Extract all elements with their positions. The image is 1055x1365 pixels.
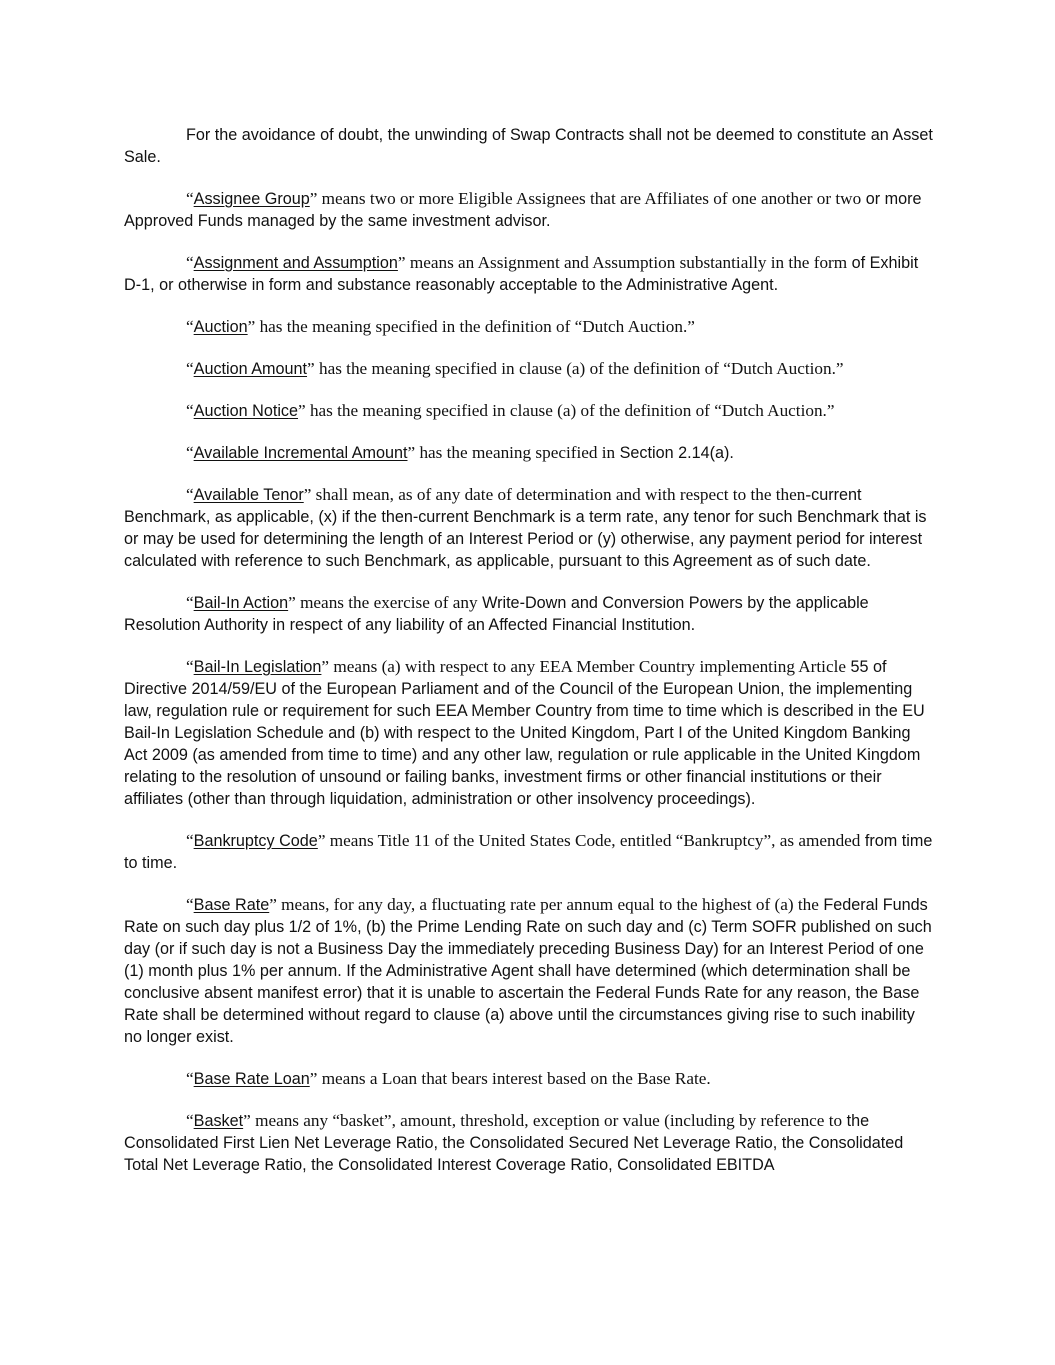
defined-term: Available Tenor <box>193 486 304 504</box>
definition-text-sans: the Consolidated First Lien Net Leverage Ratio, the Consolidated Secured Net Leverage Ratio, the Consolidated Total Net Leverage Ratio, the Consolidated Interest Coverage Ratio, Consolidated EBITDA <box>124 1112 904 1174</box>
definition-text-serif: means (a) with respect to any EEA Member Country implementing Article <box>329 657 846 676</box>
definition-text-serif: means a Loan that bears interest based on the Base Rate. <box>317 1069 711 1088</box>
close-quote: ” <box>317 831 326 850</box>
document-page <box>124 124 934 1196</box>
paragraph-text: For the avoidance of doubt, the unwinding of Swap Contracts shall not be deemed to constitute an Asset Sale. <box>124 126 933 166</box>
defined-term: Assignee Group <box>193 190 310 208</box>
definition-bail-in-action <box>124 592 934 636</box>
close-quote: ” <box>303 485 312 504</box>
open-quote: “ <box>186 401 194 420</box>
definition-text-sans: current Benchmark, as applicable, (x) if the then-current Benchmark is a term rate, any tenor for such Benchmark that is or may be used for determining the length of an Interest Period or (y) otherwise, any payment period for interest calculated with reference to such Benchmark, as applicable, pursuant to this Agreement as of such date. <box>124 486 927 570</box>
definition-text-sans: Section 2.14(a). <box>615 444 734 462</box>
defined-term: Auction Amount <box>193 360 308 378</box>
definition-base-rate-loan <box>124 1068 934 1090</box>
definition-text-serif: means two or more Eligible Assignees that are Affiliates of one another or two <box>317 189 862 208</box>
definition-auction <box>124 316 934 338</box>
definition-auction-amount <box>124 358 934 380</box>
close-quote: ” <box>288 593 296 612</box>
definition-text-sans: Federal Funds Rate on such day plus 1/2 of 1%, (b) the Prime Lending Rate on such day and (c) Term SOFR published on such day (or if such day is not a Business Day the immediately preceding Business Day) for an Interest Period of one (1) month plus 1% per annum. If the Administrative Agent shall have determined (which determination shall be conclusive absent manifest error) that it is unable to ascertain the Federal Funds Rate for any reason, the Base Rate shall be determined without regard to clause (a) above until the circumstances giving rise to such inability no longer exist. <box>124 896 932 1046</box>
defined-term: Base Rate <box>193 896 270 914</box>
close-quote: ” <box>307 359 315 378</box>
open-quote: “ <box>186 485 194 504</box>
definition-text-serif: means, for any day, a fluctuating rate per annum equal to the highest of (a) the <box>276 895 819 914</box>
open-quote: “ <box>186 1069 194 1088</box>
open-quote: “ <box>186 253 194 272</box>
open-quote: “ <box>186 443 194 462</box>
open-quote: “ <box>186 657 194 676</box>
close-quote: ” <box>309 189 318 208</box>
defined-term: Auction Notice <box>193 402 299 420</box>
definition-text-sans: from time to time. <box>124 832 933 872</box>
close-quote: ” <box>247 317 256 336</box>
defined-term: Bankruptcy Code <box>193 832 318 850</box>
open-quote: “ <box>186 895 194 914</box>
definition-text-sans: 55 of Directive 2014/59/EU of the European Parliament and of the Council of the European Union, the implementing law, regulation rule or requirement for such EEA Member Country from time to time which is described in the EU Bail-In Legislation Schedule and (b) with respect to the United Kingdom, Part I of the United Kingdom Banking Act 2009 (as amended from time to time) and any other law, regulation or rule applicable in the United Kingdom relating to the resolution of unsound or failing banks, investment firms or other financial institutions or their affiliates (other than through liquidation, administration or other insolvency proceedings). <box>124 658 925 808</box>
open-quote: “ <box>186 189 194 208</box>
close-quote: ” <box>298 401 306 420</box>
paragraph-asset-sale-note <box>124 124 934 168</box>
definition-text-sans: Write-Down and Conversion Powers by the applicable Resolution Authority in respect of any liability of an Affected Financial Institution. <box>124 594 869 634</box>
definition-text-serif: has the meaning specified in the definition of “Dutch Auction.” <box>255 317 695 336</box>
definition-base-rate <box>124 894 934 1048</box>
close-quote: ” <box>243 1111 251 1130</box>
definition-assignee-group <box>124 188 934 232</box>
close-quote: ” <box>309 1069 318 1088</box>
close-quote: ” <box>321 657 330 676</box>
open-quote: “ <box>186 317 194 336</box>
defined-term: Bail-In Legislation <box>193 658 322 676</box>
close-quote: ” <box>397 253 406 272</box>
close-quote: ” <box>269 895 277 914</box>
defined-term: Basket <box>193 1112 244 1130</box>
definition-text-serif: means Title 11 of the United States Code, entitled “Bankruptcy”, as amended <box>325 831 861 850</box>
defined-term: Base Rate Loan <box>193 1070 310 1088</box>
definition-bail-in-legislation <box>124 656 934 810</box>
defined-term: Auction <box>193 318 248 336</box>
definition-basket <box>124 1110 934 1176</box>
definition-text-serif: means any “basket”, amount, threshold, exception or value (including by reference to <box>250 1111 843 1130</box>
definition-bankruptcy-code <box>124 830 934 874</box>
definition-available-tenor <box>124 484 934 572</box>
definition-text-sans: or more Approved Funds managed by the same investment advisor. <box>124 190 922 230</box>
definition-text-serif: has the meaning specified in clause (a) of the definition of “Dutch Auction.” <box>305 401 835 420</box>
definition-text-serif: has the meaning specified in clause (a) of the definition of “Dutch Auction.” <box>314 359 844 378</box>
defined-term: Assignment and Assumption <box>193 254 398 272</box>
definition-assignment-and-assumption <box>124 252 934 296</box>
close-quote: ” <box>407 443 416 462</box>
definition-text-serif: means an Assignment and Assumption substantially in the form <box>405 253 848 272</box>
definition-text-serif: means the exercise of any <box>295 593 478 612</box>
defined-term: Bail-In Action <box>193 594 289 612</box>
open-quote: “ <box>186 359 194 378</box>
open-quote: “ <box>186 1111 194 1130</box>
definition-text-sans: of Exhibit D-1, or otherwise in form and substance reasonably acceptable to the Administrative Agent. <box>124 254 919 294</box>
definition-text-serif: has the meaning specified in <box>415 443 616 462</box>
definition-available-incremental-amount <box>124 442 934 464</box>
definition-text-serif: shall mean, as of any date of determination and with respect to the then- <box>311 485 812 504</box>
open-quote: “ <box>186 593 194 612</box>
definition-auction-notice <box>124 400 934 422</box>
open-quote: “ <box>186 831 194 850</box>
defined-term: Available Incremental Amount <box>193 444 408 462</box>
